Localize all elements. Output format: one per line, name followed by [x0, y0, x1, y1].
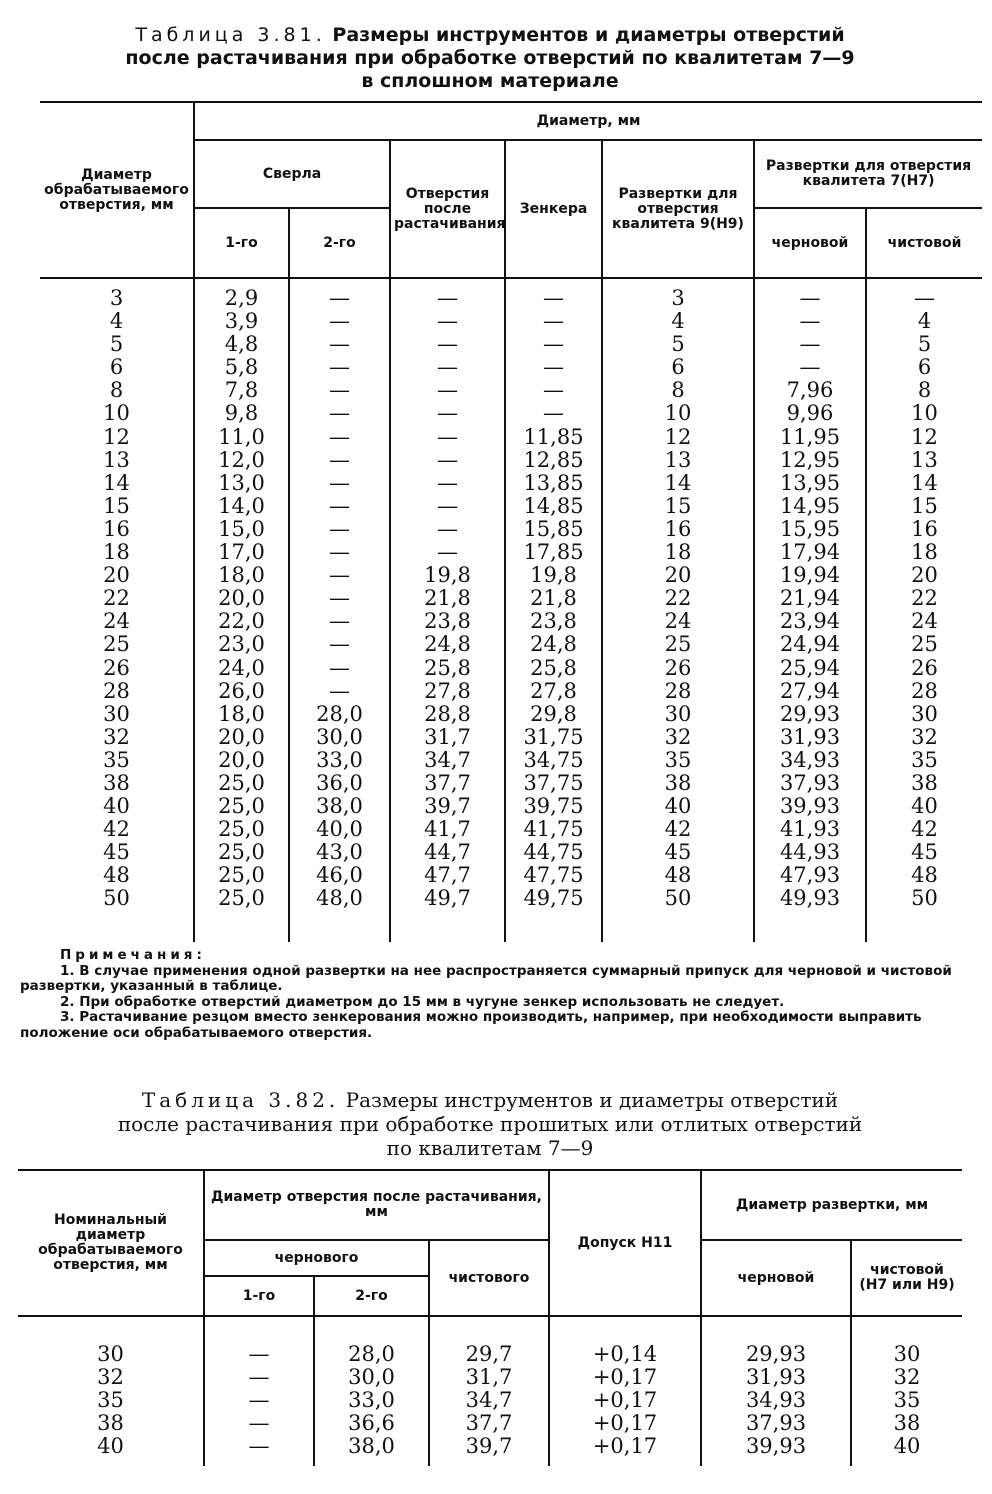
header-reamers-h7: Развертки для отверстия квалитета 7(H7) [754, 140, 982, 208]
table-382-caption [40, 1088, 940, 1160]
notes [20, 948, 980, 1041]
table-381 [40, 101, 982, 942]
col-drill-2: — — — — — — — — — — — — — — — — — — 28,0 30,0 33,0 36,0 38,0 40,0 43,0 46,0 48,0 [289, 278, 390, 942]
t2-col-first: — — — — — [204, 1316, 314, 1466]
header-diameter-mm: Диаметр, мм [194, 102, 982, 140]
t2-col-tolerance: +0,14 +0,17 +0,17 +0,17 +0,17 [549, 1316, 701, 1466]
t2-col-reamer-rough: 29,93 31,93 34,93 37,93 39,93 [701, 1316, 851, 1466]
notes-title: Примечания: [60, 947, 206, 963]
t2-header-first: 1-го [204, 1276, 314, 1316]
header-drill-2: 2-го [289, 208, 390, 278]
t2-header-bore-diam: Диаметр отверстия после растачивания, мм [204, 1170, 549, 1240]
col-bore: — — — — — — — — — — — — 19,8 21,8 23,8 24,8 25,8 27,8 28,8 31,7 34,7 37,7 39,7 41,7 44,7 47,7 49,7 [390, 278, 505, 942]
t2-col-diameter: 30 32 35 38 40 [18, 1316, 204, 1466]
table-382 [18, 1169, 962, 1466]
t2-header-second: 2-го [314, 1276, 429, 1316]
table-381-title-line3: в сплошном материале [361, 70, 619, 92]
table-381-title-line2: после растачивания при обработке отверстий по квалитетам 7—9 [125, 47, 855, 69]
table-381-label: Таблица 3.81. [135, 24, 326, 46]
table-382-label: Таблица 3.82. [141, 1088, 340, 1112]
table-381-caption [40, 24, 940, 93]
header-rough: черновой [754, 208, 866, 278]
header-reamers-h9: Развертки для отверстия квалитета 9(H9) [602, 140, 754, 278]
t2-header-rough: чернового [204, 1240, 429, 1276]
t2-col-reamer-finish: 30 32 35 38 40 [893, 1342, 921, 1459]
col-diameter: 3 4 5 6 8 10 12 13 14 15 16 18 20 22 24 25 26 28 30 32 35 38 40 42 45 48 50 [40, 278, 194, 942]
t2-col-second: 28,0 30,0 33,0 36,6 38,0 [314, 1316, 429, 1466]
col-reamer-h9: 3 4 5 6 8 10 12 13 14 15 16 18 20 22 24 25 26 28 30 32 35 38 40 42 45 48 50 [602, 278, 754, 942]
col-reamer-h7-rough: — — — — 7,96 9,96 11,95 12,95 13,95 14,95 15,95 17,94 19,94 21,94 23,94 24,94 25,94 27,94 29,93 31,93 34,93 37,93 39,93 41,93 44,93 47,93 49,93 [754, 278, 866, 942]
note-2: 2. При обработке отверстий диаметром до 15 мм в чугуне зенкер использовать не следует. [60, 993, 785, 1010]
table-381-title-line1: Размеры инструментов и диаметры отверстий [332, 24, 845, 46]
t2-header-nominal: Номинальный диаметр обрабатываемого отверстия, мм [18, 1170, 204, 1316]
header-bore-hole: Отверстия после растачивания [390, 140, 505, 278]
header-finish: чистовой [866, 208, 982, 278]
t2-header-tolerance: Допуск H11 [549, 1170, 701, 1316]
table-382-title-line3: по квалитетам 7—9 [386, 1136, 594, 1160]
header-countersinks: Зенкера [505, 140, 602, 278]
col-drill-1: 2,9 3,9 4,8 5,8 7,8 9,8 11,0 12,0 13,0 14,0 15,0 17,0 18,0 20,0 22,0 23,0 24,0 26,0 18,0 20,0 20,0 25,0 25,0 25,0 25,0 25,0 25,0 [194, 278, 289, 942]
t2-header-finish: чистового [429, 1240, 549, 1316]
col-countersink: — — — — — — 11,85 12,85 13,85 14,85 15,85 17,85 19,8 21,8 23,8 24,8 25,8 27,8 29,8 31,75 34,75 37,75 39,75 41,75 44,75 47,75 49,75 [505, 278, 602, 942]
header-diam-workpiece: Диаметр обрабатываемого отверстия, мм [40, 102, 194, 278]
t2-header-reamer-rough: черновой [701, 1240, 851, 1316]
col-reamer-h7-finish: — 4 5 6 8 10 12 13 14 15 16 18 20 22 24 25 26 28 30 32 35 38 40 42 45 48 50 [911, 286, 938, 911]
t2-col-finish: 29,7 31,7 34,7 37,7 39,7 [429, 1316, 549, 1466]
t2-header-reamer-diam: Диаметр развертки, мм [701, 1170, 962, 1240]
note-3: 3. Растачивание резцом вместо зенкерования можно производить, например, при необходимости выправить положение оси обрабатываемого отверстия. [20, 1009, 922, 1041]
header-drill-1: 1-го [194, 208, 289, 278]
header-drills: Сверла [194, 140, 390, 208]
note-1: 1. В случае применения одной развертки на нее распространяется суммарный припуск для черновой и чистовой развертки, указанный в таблице. [20, 962, 952, 994]
t2-header-reamer-finish: чистовой (H7 или H9) [851, 1240, 962, 1316]
table-382-title-line2: после растачивания при обработке прошитых или отлитых отверстий [117, 1112, 863, 1136]
table-382-title-line1: Размеры инструментов и диаметры отверстий [345, 1088, 839, 1112]
